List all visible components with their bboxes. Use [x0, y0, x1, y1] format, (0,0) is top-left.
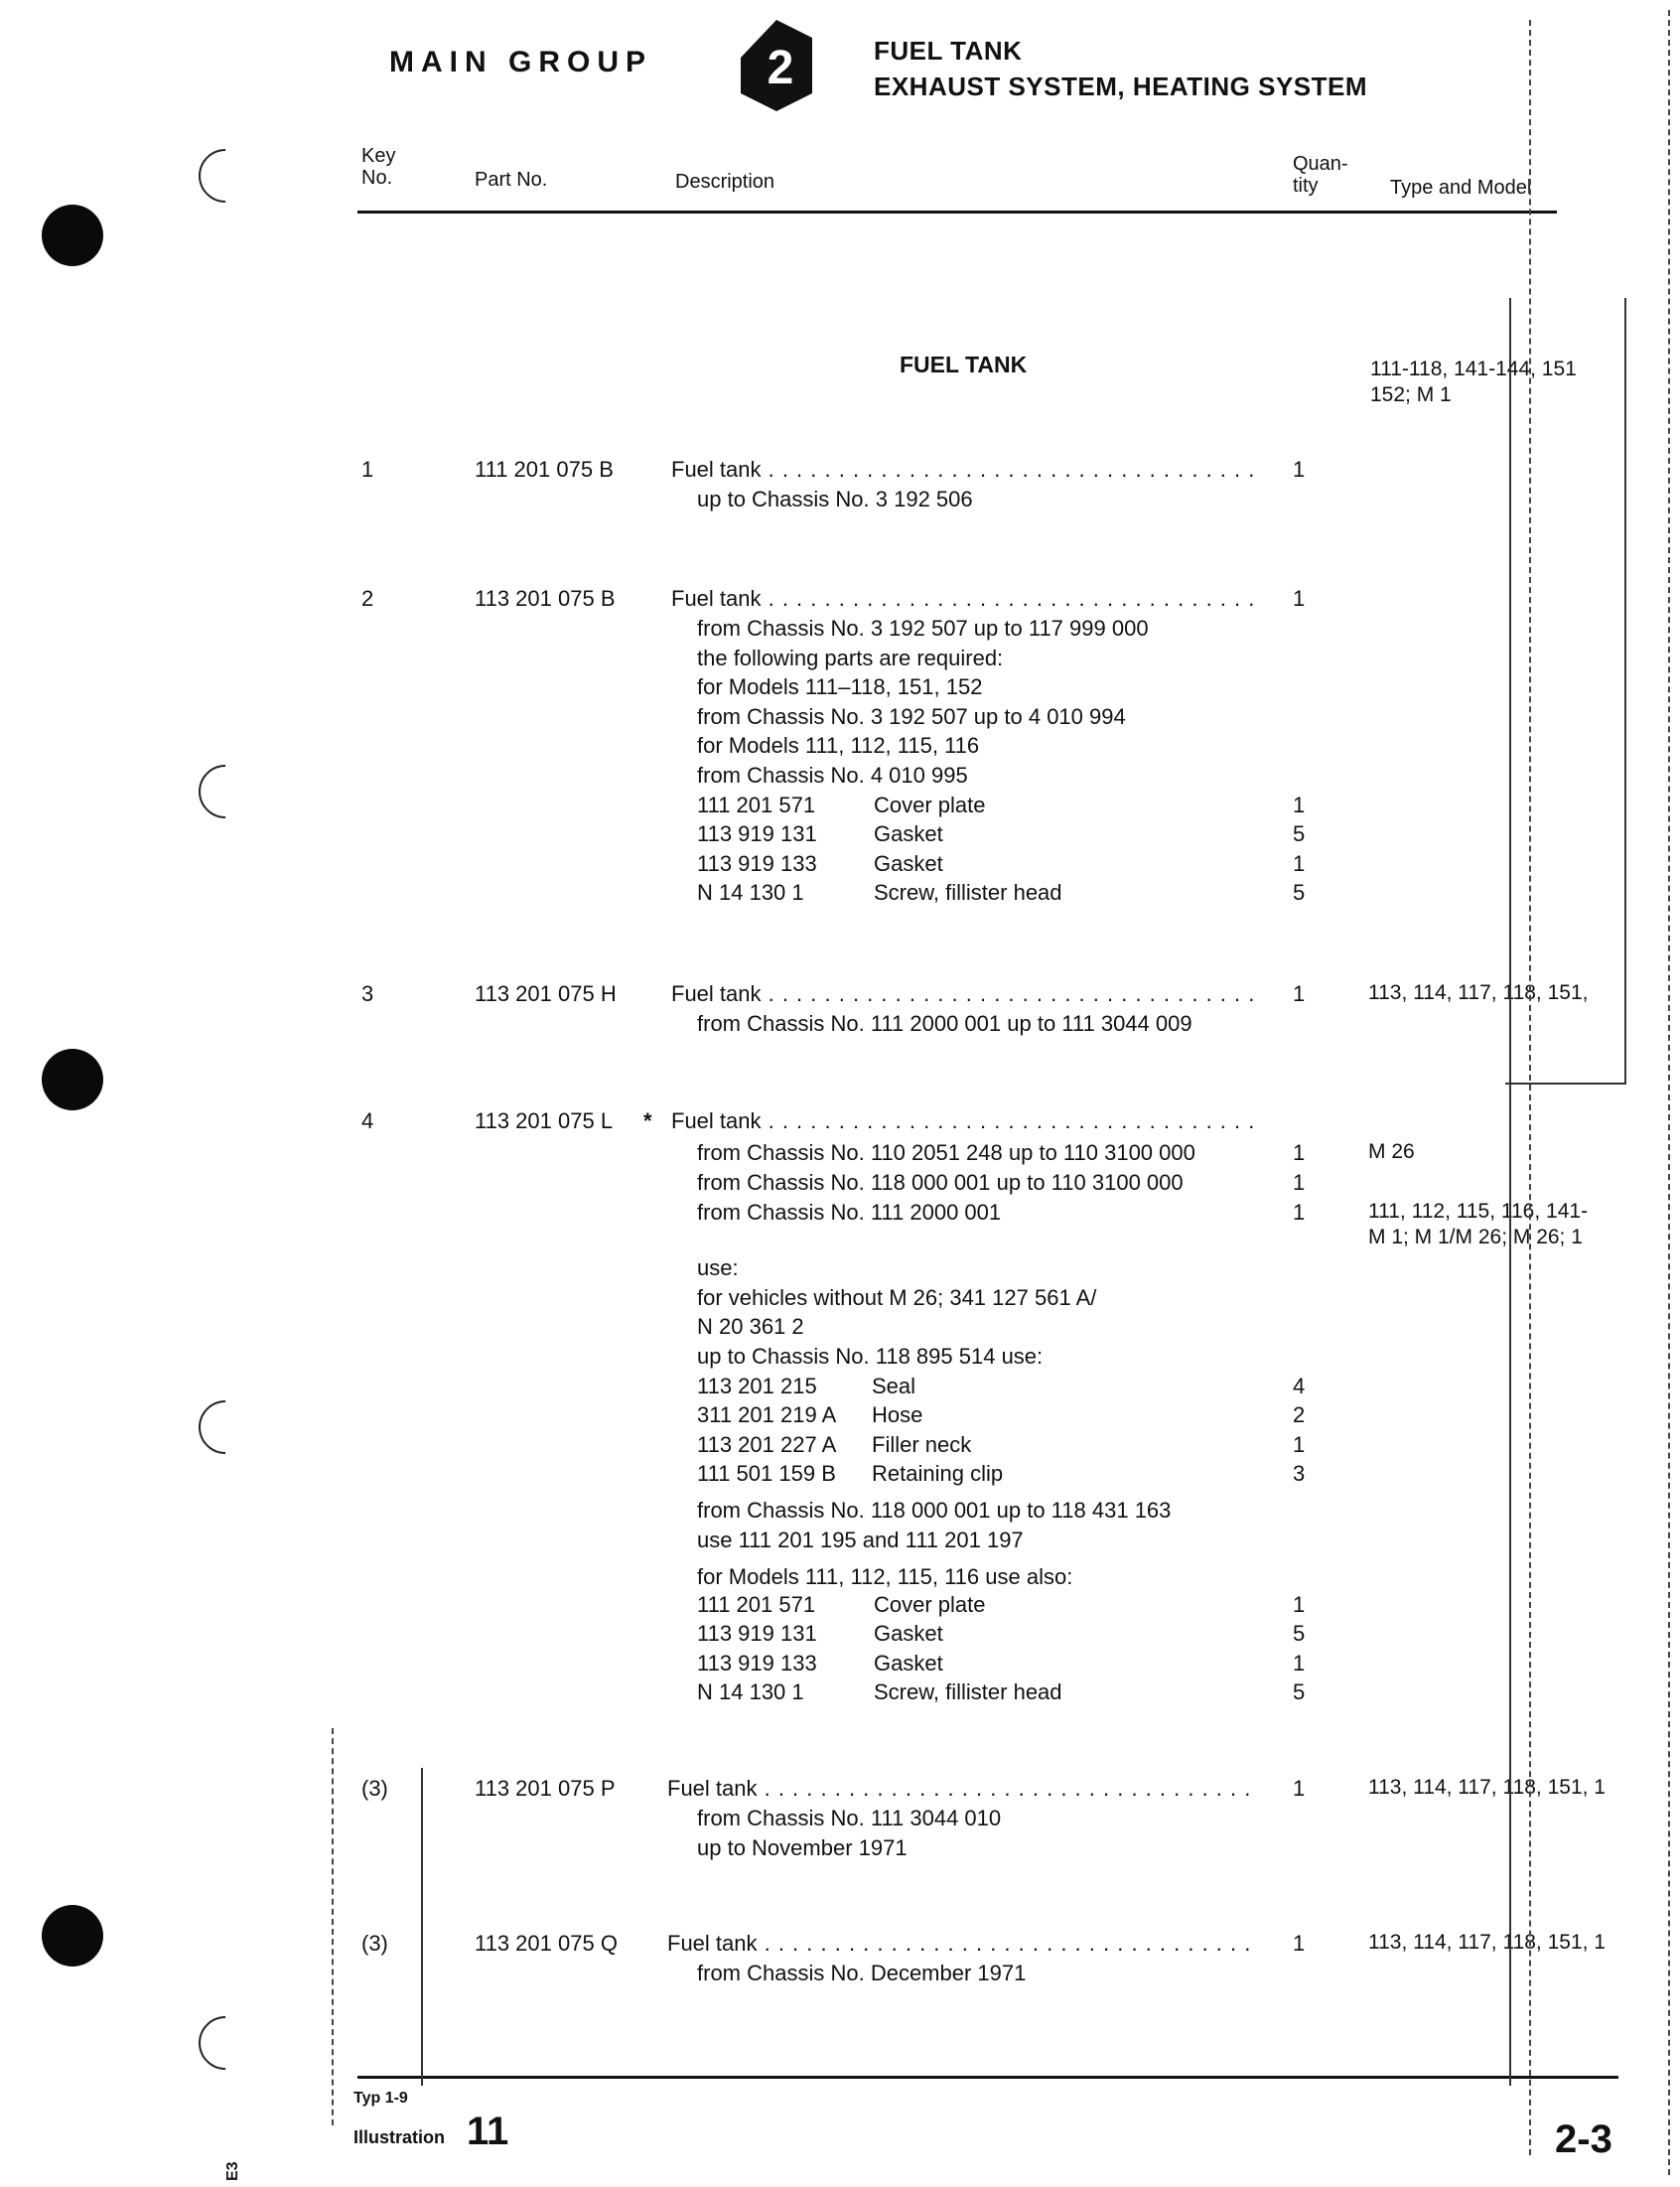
quantity: 1: [1293, 1776, 1306, 1801]
note-line: up to Chassis No. 118 895 514 use:: [697, 1344, 1044, 1369]
note-line: the following parts are required:: [697, 646, 1004, 670]
note-line: from Chassis No. 111 3044 010: [697, 1806, 1002, 1830]
note-line: for vehicles without M 26; 341 127 561 A/: [697, 1285, 1097, 1310]
scan-mark: [332, 1728, 334, 2125]
note-line: from Chassis No. December 1971: [697, 1961, 1027, 1985]
binder-hole-bottom: [42, 1905, 103, 1967]
group-number: 2: [767, 42, 794, 94]
col-qty-line1: Quan-: [1293, 153, 1348, 175]
note-line: from Chassis No. 118 000 001 up to 110 3100 000 1: [697, 1170, 1306, 1195]
subpart-row: 113 201 227 A Filler neck 1: [697, 1432, 1306, 1457]
side-code: E3: [224, 2161, 241, 2181]
part-no: 113 201 075 Q: [475, 1931, 618, 1956]
scan-curl: [188, 138, 263, 214]
col-type-model: Type and Model: [1390, 177, 1532, 199]
col-description: Description: [675, 171, 775, 193]
note-line: up to Chassis No. 3 192 506: [697, 487, 973, 511]
part-no: 113 201 075 B: [475, 586, 616, 611]
description: Fuel tank . . .: [671, 1108, 1255, 1134]
col-qty-line2: tity: [1293, 175, 1319, 197]
key-no: (3): [361, 1931, 388, 1956]
part-no: 111 201 075 B: [475, 457, 614, 482]
note-line: from Chassis No. 111 2000 001 1 111, 112, 115, 116, 141-: [697, 1200, 1589, 1225]
subpart-row: 111 501 159 B Retaining clip 3: [697, 1461, 1306, 1486]
description: Fuel tank . . .: [667, 1931, 1251, 1957]
col-key-line2: No.: [361, 167, 393, 189]
col-key-line1: Key: [361, 145, 396, 167]
scan-mark: [421, 1768, 423, 2086]
note-line: N 20 361 2: [697, 1314, 804, 1339]
subpart-row: 111 201 571 Cover plate 1: [697, 1592, 1306, 1617]
illustration-label: Illustration: [353, 2127, 446, 2147]
description: Fuel tank . . .: [667, 1776, 1251, 1802]
footer-rule: [357, 2076, 1618, 2079]
note-line: use:: [697, 1255, 739, 1280]
quantity: 1: [1293, 586, 1306, 611]
note-line: from Chassis No. 3 192 507 up to 117 999 000: [697, 616, 1149, 641]
key-no: (3): [361, 1776, 388, 1801]
part-no: 113 201 075 L: [475, 1108, 614, 1133]
description: Fuel tank . . .: [671, 457, 1255, 483]
description: Fuel tank . . .: [671, 586, 1255, 612]
subpart-row: 111 201 571 Cover plate 1: [697, 793, 1306, 817]
quantity: 1: [1293, 1931, 1306, 1956]
type-model: 113, 114, 117, 118, 151, 1: [1368, 1776, 1606, 1799]
binder-hole-middle: [42, 1049, 103, 1110]
illustration-number: 11: [467, 2110, 509, 2153]
note-line: from Chassis No. 3 192 507 up to 4 010 994: [697, 704, 1126, 729]
subpart-row: 113 919 131 Gasket 5: [697, 1621, 1306, 1646]
note-line: use 111 201 195 and 111 201 197: [697, 1528, 1024, 1552]
note-line: from Chassis No. 111 2000 001 up to 111 3044 009: [697, 1011, 1192, 1036]
note-line: M 1; M 1/M 26; M 26; 1: [1368, 1226, 1583, 1248]
key-no: 3: [361, 981, 374, 1006]
main-group-label: MAIN GROUP: [389, 46, 652, 78]
group-number-badge: [737, 18, 816, 113]
key-no: 4: [361, 1108, 374, 1133]
part-no: 113 201 075 H: [475, 981, 617, 1006]
subpart-row: 113 919 131 Gasket 5: [697, 821, 1306, 846]
scan-mark: [1668, 10, 1670, 2175]
page-title-line1: FUEL TANK: [874, 36, 1023, 66]
quantity: 1: [1293, 457, 1306, 482]
type-model: 113, 114, 117, 118, 151,: [1368, 981, 1589, 1004]
description: Fuel tank . . .: [671, 981, 1255, 1007]
quantity: 1: [1293, 981, 1306, 1006]
section-title: FUEL TANK: [900, 352, 1028, 377]
subpart-row: 113 919 133 Gasket 1: [697, 851, 1306, 876]
subpart-row: 113 201 215 Seal 4: [697, 1374, 1306, 1398]
page-reference: 2-3: [1555, 2117, 1612, 2161]
subpart-row: 311 201 219 A Hose 2: [697, 1402, 1306, 1427]
key-no: 2: [361, 586, 374, 611]
note-line: for Models 111, 112, 115, 116: [697, 733, 980, 758]
subpart-row: N 14 130 1 Screw, fillister head 5: [697, 880, 1306, 905]
section-type-line1: 111-118, 141-144, 151: [1370, 358, 1577, 380]
note-line: from Chassis No. 4 010 995: [697, 763, 968, 788]
typ-label: Typ 1-9: [353, 2090, 408, 2107]
note-line: up to November 1971: [697, 1835, 908, 1860]
page-title-line2: EXHAUST SYSTEM, HEATING SYSTEM: [874, 72, 1368, 101]
scan-mark: [1505, 298, 1626, 1085]
binder-hole-top: [42, 205, 103, 266]
new-part-marker: *: [643, 1108, 652, 1133]
header-rule: [357, 211, 1557, 214]
note-line: for Models 111–118, 151, 152: [697, 674, 983, 699]
note-line: from Chassis No. 118 000 001 up to 118 431 163: [697, 1498, 1172, 1523]
subpart-row: N 14 130 1 Screw, fillister head 5: [697, 1679, 1306, 1704]
section-type-line2: 152; M 1: [1370, 383, 1452, 406]
type-model: 113, 114, 117, 118, 151, 1: [1368, 1931, 1606, 1954]
key-no: 1: [361, 457, 374, 482]
subpart-row: 113 919 133 Gasket 1: [697, 1651, 1306, 1676]
scan-curl: [188, 2005, 263, 2081]
note-line: from Chassis No. 110 2051 248 up to 110 3100 000 1 M 26: [697, 1140, 1415, 1165]
part-no: 113 201 075 P: [475, 1776, 616, 1801]
note-line: for Models 111, 112, 115, 116 use also:: [697, 1564, 1073, 1589]
col-part-no: Part No.: [475, 169, 548, 191]
